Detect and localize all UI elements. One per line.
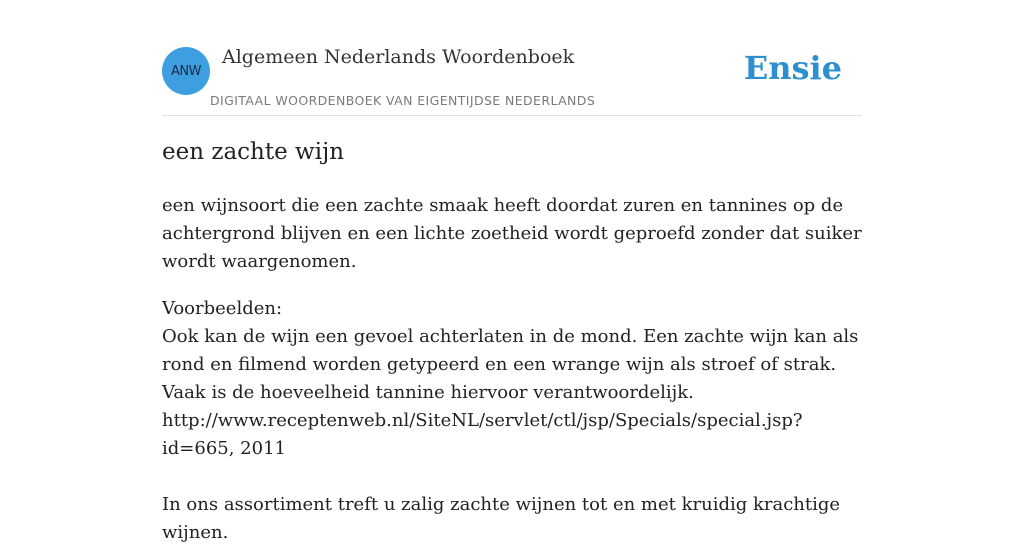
dictionary-subtitle: DIGITAAL WOORDENBOEK VAN EIGENTIJDSE NEDERLANDS [210,93,596,108]
example-text: In ons assortiment treft u zalig zachte wijnen tot en met kruidig krachtige wijnen. [162,494,841,543]
page [162,0,862,543]
anw-logo[interactable] [162,47,210,95]
ensie-logo[interactable]: Ensie [743,49,842,87]
example-text: Ook kan de wijn een gevoel achterlaten in de mond. Een zachte wijn kan als rond en filmend worden getypeerd en een wrange wijn als stroef of strak. Vaak is de hoeveelheid tannine hiervoor verantwoordelijk. [162,326,859,403]
page-title: een zachte wijn [162,139,345,165]
examples-label: Voorbeelden: [162,298,283,319]
dictionary-title[interactable]: Algemeen Nederlands Woordenboek [222,46,575,68]
examples-section [162,295,862,547]
example-source: http://www.receptenweb.nl/SiteNL/servlet/ctl/jsp/Specials/special.jsp?id=665, 2011 [162,410,803,459]
logo-text: ANW [171,63,201,79]
site-header [162,0,862,116]
spacer [162,463,862,491]
definition-text: een wijnsoort die een zachte smaak heeft doordat zuren en tannines op de achtergrond blijven en een lichte zoetheid wordt geproefd zonder dat suiker wordt waargenomen. [162,195,862,272]
